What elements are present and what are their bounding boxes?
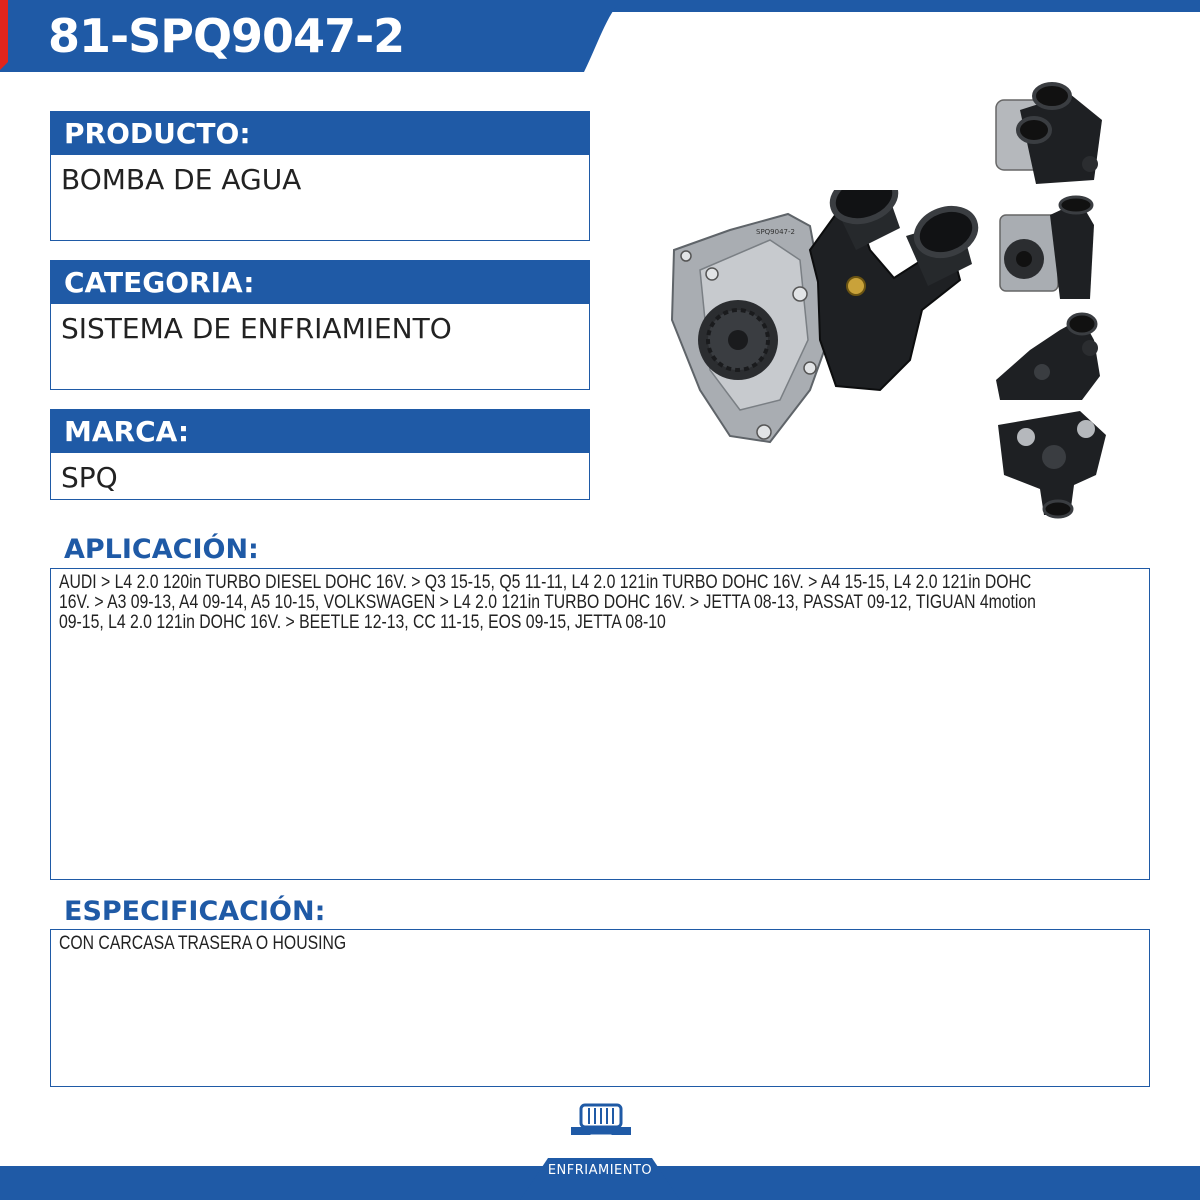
aplicacion-line: 16V. > A3 09-13, A4 09-14, A5 10-15, VOLKSWAGEN > L4 2.0 121in TURBO DOHC 16V. > JETTA 08-13, PASSAT 09-12, TIGUAN 4motion [59,592,1036,613]
producto-box [50,111,590,241]
thumbnail-view-1 [990,80,1110,190]
cooling-fan-pump-icon [567,1103,635,1159]
marca-label: MARCA: [50,409,590,453]
aplicacion-line: 09-15, L4 2.0 121in DOHC 16V. > BEETLE 12-13, CC 11-15, EOS 09-15, JETTA 08-10 [59,612,666,633]
thumbnail-view-3 [990,310,1110,405]
producto-value: BOMBA DE AGUA [50,155,590,241]
categoria-label: CATEGORIA: [50,260,590,304]
footer-category-label: ENFRIAMIENTO [547,1163,653,1178]
categoria-value: SISTEMA DE ENFRIAMIENTO [50,304,590,390]
product-part-label: SPQ9047-2 [756,228,795,236]
marca-value: SPQ [50,453,590,500]
especificacion-panel [50,929,1150,1087]
thumbnail-view-4 [990,405,1110,520]
producto-label: PRODUCTO: [50,111,590,155]
thumbnail-view-2 [990,195,1110,305]
aplicacion-panel [50,568,1150,880]
especificacion-title: ESPECIFICACIÓN: [64,896,326,927]
aplicacion-title: APLICACIÓN: [64,534,259,565]
aplicacion-line: AUDI > L4 2.0 120in TURBO DIESEL DOHC 16V. > Q3 15-15, Q5 11-11, L4 2.0 121in TURBO DOHC 16V. > A4 15-15, L4 2.0 121in DOHC [59,572,1032,593]
marca-box [50,409,590,500]
especificacion-text: CON CARCASA TRASERA O HOUSING [59,933,347,954]
part-number-title: 81-SPQ9047-2 [48,9,405,63]
categoria-box [50,260,590,390]
water-pump-main-image [660,190,980,450]
